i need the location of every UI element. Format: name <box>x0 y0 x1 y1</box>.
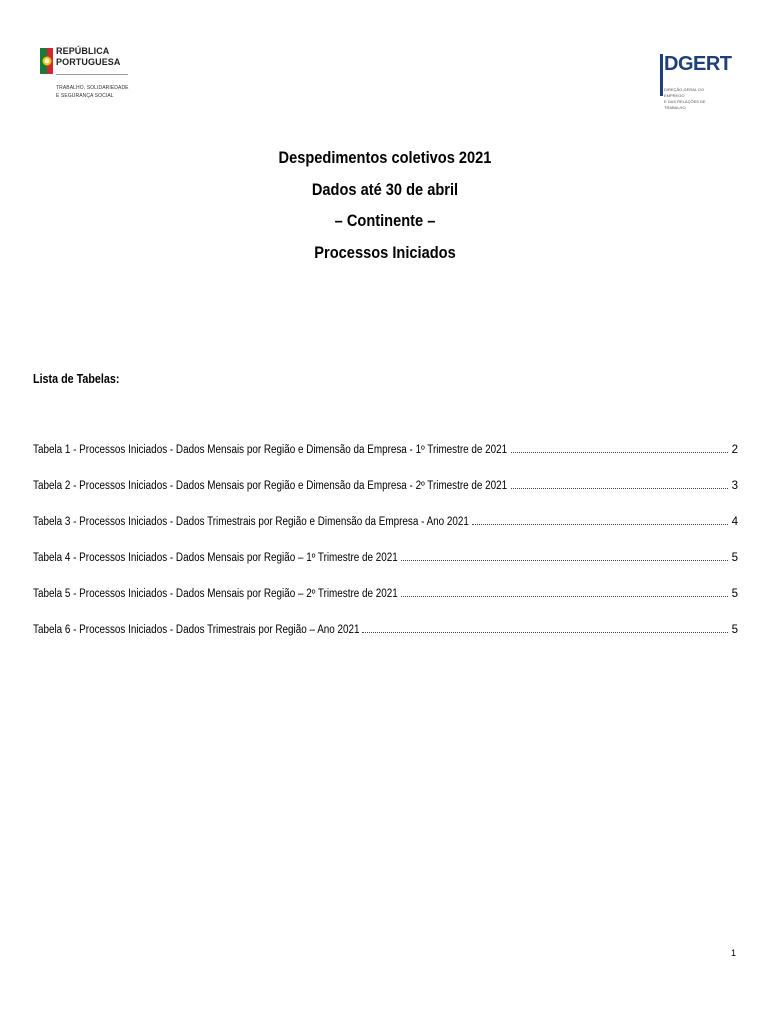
toc-leader-dots <box>511 487 728 489</box>
toc-entry-page[interactable]: 4 <box>731 516 738 528</box>
toc-entry-label[interactable]: Tabela 3 - Processos Iniciados - Dados Trimestrais por Região e Dimensão da Empresa - Ano 2021 <box>33 516 469 528</box>
ministry-line2: E SEGURANÇA SOCIAL <box>56 93 114 99</box>
dgert-brand: DGERT <box>664 53 732 75</box>
dgert-subtitle <box>664 87 724 111</box>
toc-entry-label[interactable]: Tabela 4 - Processos Iniciados - Dados Mensais por Região – 1º Trimestre de 2021 <box>33 552 398 564</box>
dgert-sub-line2: E DAS RELAÇÕES DE TRABALHO <box>664 99 706 110</box>
title-line-2: Dados até 30 de abril <box>311 179 459 199</box>
logo-divider <box>56 74 128 75</box>
title-line-4: Processos Iniciados <box>314 242 456 262</box>
dgert-logo <box>660 52 732 110</box>
toc-entry[interactable] <box>33 480 738 516</box>
toc-entry-page[interactable]: 2 <box>731 444 738 456</box>
toc-entry-label[interactable]: Tabela 5 - Processos Iniciados - Dados Mensais por Região – 2º Trimestre de 2021 <box>33 588 398 600</box>
toc-entry[interactable] <box>33 588 738 624</box>
republica-text <box>56 46 121 68</box>
list-heading: Lista de Tabelas: <box>33 372 120 386</box>
toc-entry-label[interactable]: Tabela 6 - Processos Iniciados - Dados Trimestrais por Região – Ano 2021 <box>33 624 360 636</box>
page-number: 1 <box>731 948 737 958</box>
toc-entry-label[interactable]: Tabela 2 - Processos Iniciados - Dados Mensais por Região e Dimensão da Empresa - 2º Trimestre de 2021 <box>33 480 508 492</box>
toc-entry[interactable] <box>33 444 738 480</box>
toc-entry-page[interactable]: 5 <box>731 624 738 636</box>
toc-entry[interactable] <box>33 552 738 588</box>
title-line-1: Despedimentos coletivos 2021 <box>278 148 492 167</box>
toc-entry-page[interactable]: 3 <box>731 480 738 492</box>
republica-line2: PORTUGUESA <box>56 57 121 67</box>
ministry-line1: TRABALHO, SOLIDARIEDADE <box>56 85 129 91</box>
toc-leader-dots <box>511 451 728 453</box>
ministry-text <box>56 84 129 100</box>
toc-entry-page[interactable]: 5 <box>731 588 738 600</box>
toc-entry-label[interactable]: Tabela 1 - Processos Iniciados - Dados Mensais por Região e Dimensão da Empresa - 1º Trimestre de 2021 <box>33 444 508 456</box>
republica-line1: REPÚBLICA <box>56 46 110 56</box>
document-title <box>0 142 770 268</box>
toc-leader-dots <box>401 559 728 561</box>
toc-leader-dots <box>472 523 728 525</box>
republica-portuguesa-logo <box>38 44 148 106</box>
dgert-sub-line1: DIREÇÃO-GERAL DO EMPREGO <box>664 87 705 98</box>
title-line-3: – Continente – <box>334 211 436 230</box>
toc-leader-dots <box>401 595 728 597</box>
table-of-contents <box>33 444 738 660</box>
toc-leader-dots <box>362 631 728 633</box>
dgert-logo-bar <box>660 54 663 96</box>
republica-emblem-icon <box>38 46 54 76</box>
toc-entry[interactable] <box>33 516 738 552</box>
toc-entry-page[interactable]: 5 <box>731 552 738 564</box>
toc-entry[interactable] <box>33 624 738 660</box>
